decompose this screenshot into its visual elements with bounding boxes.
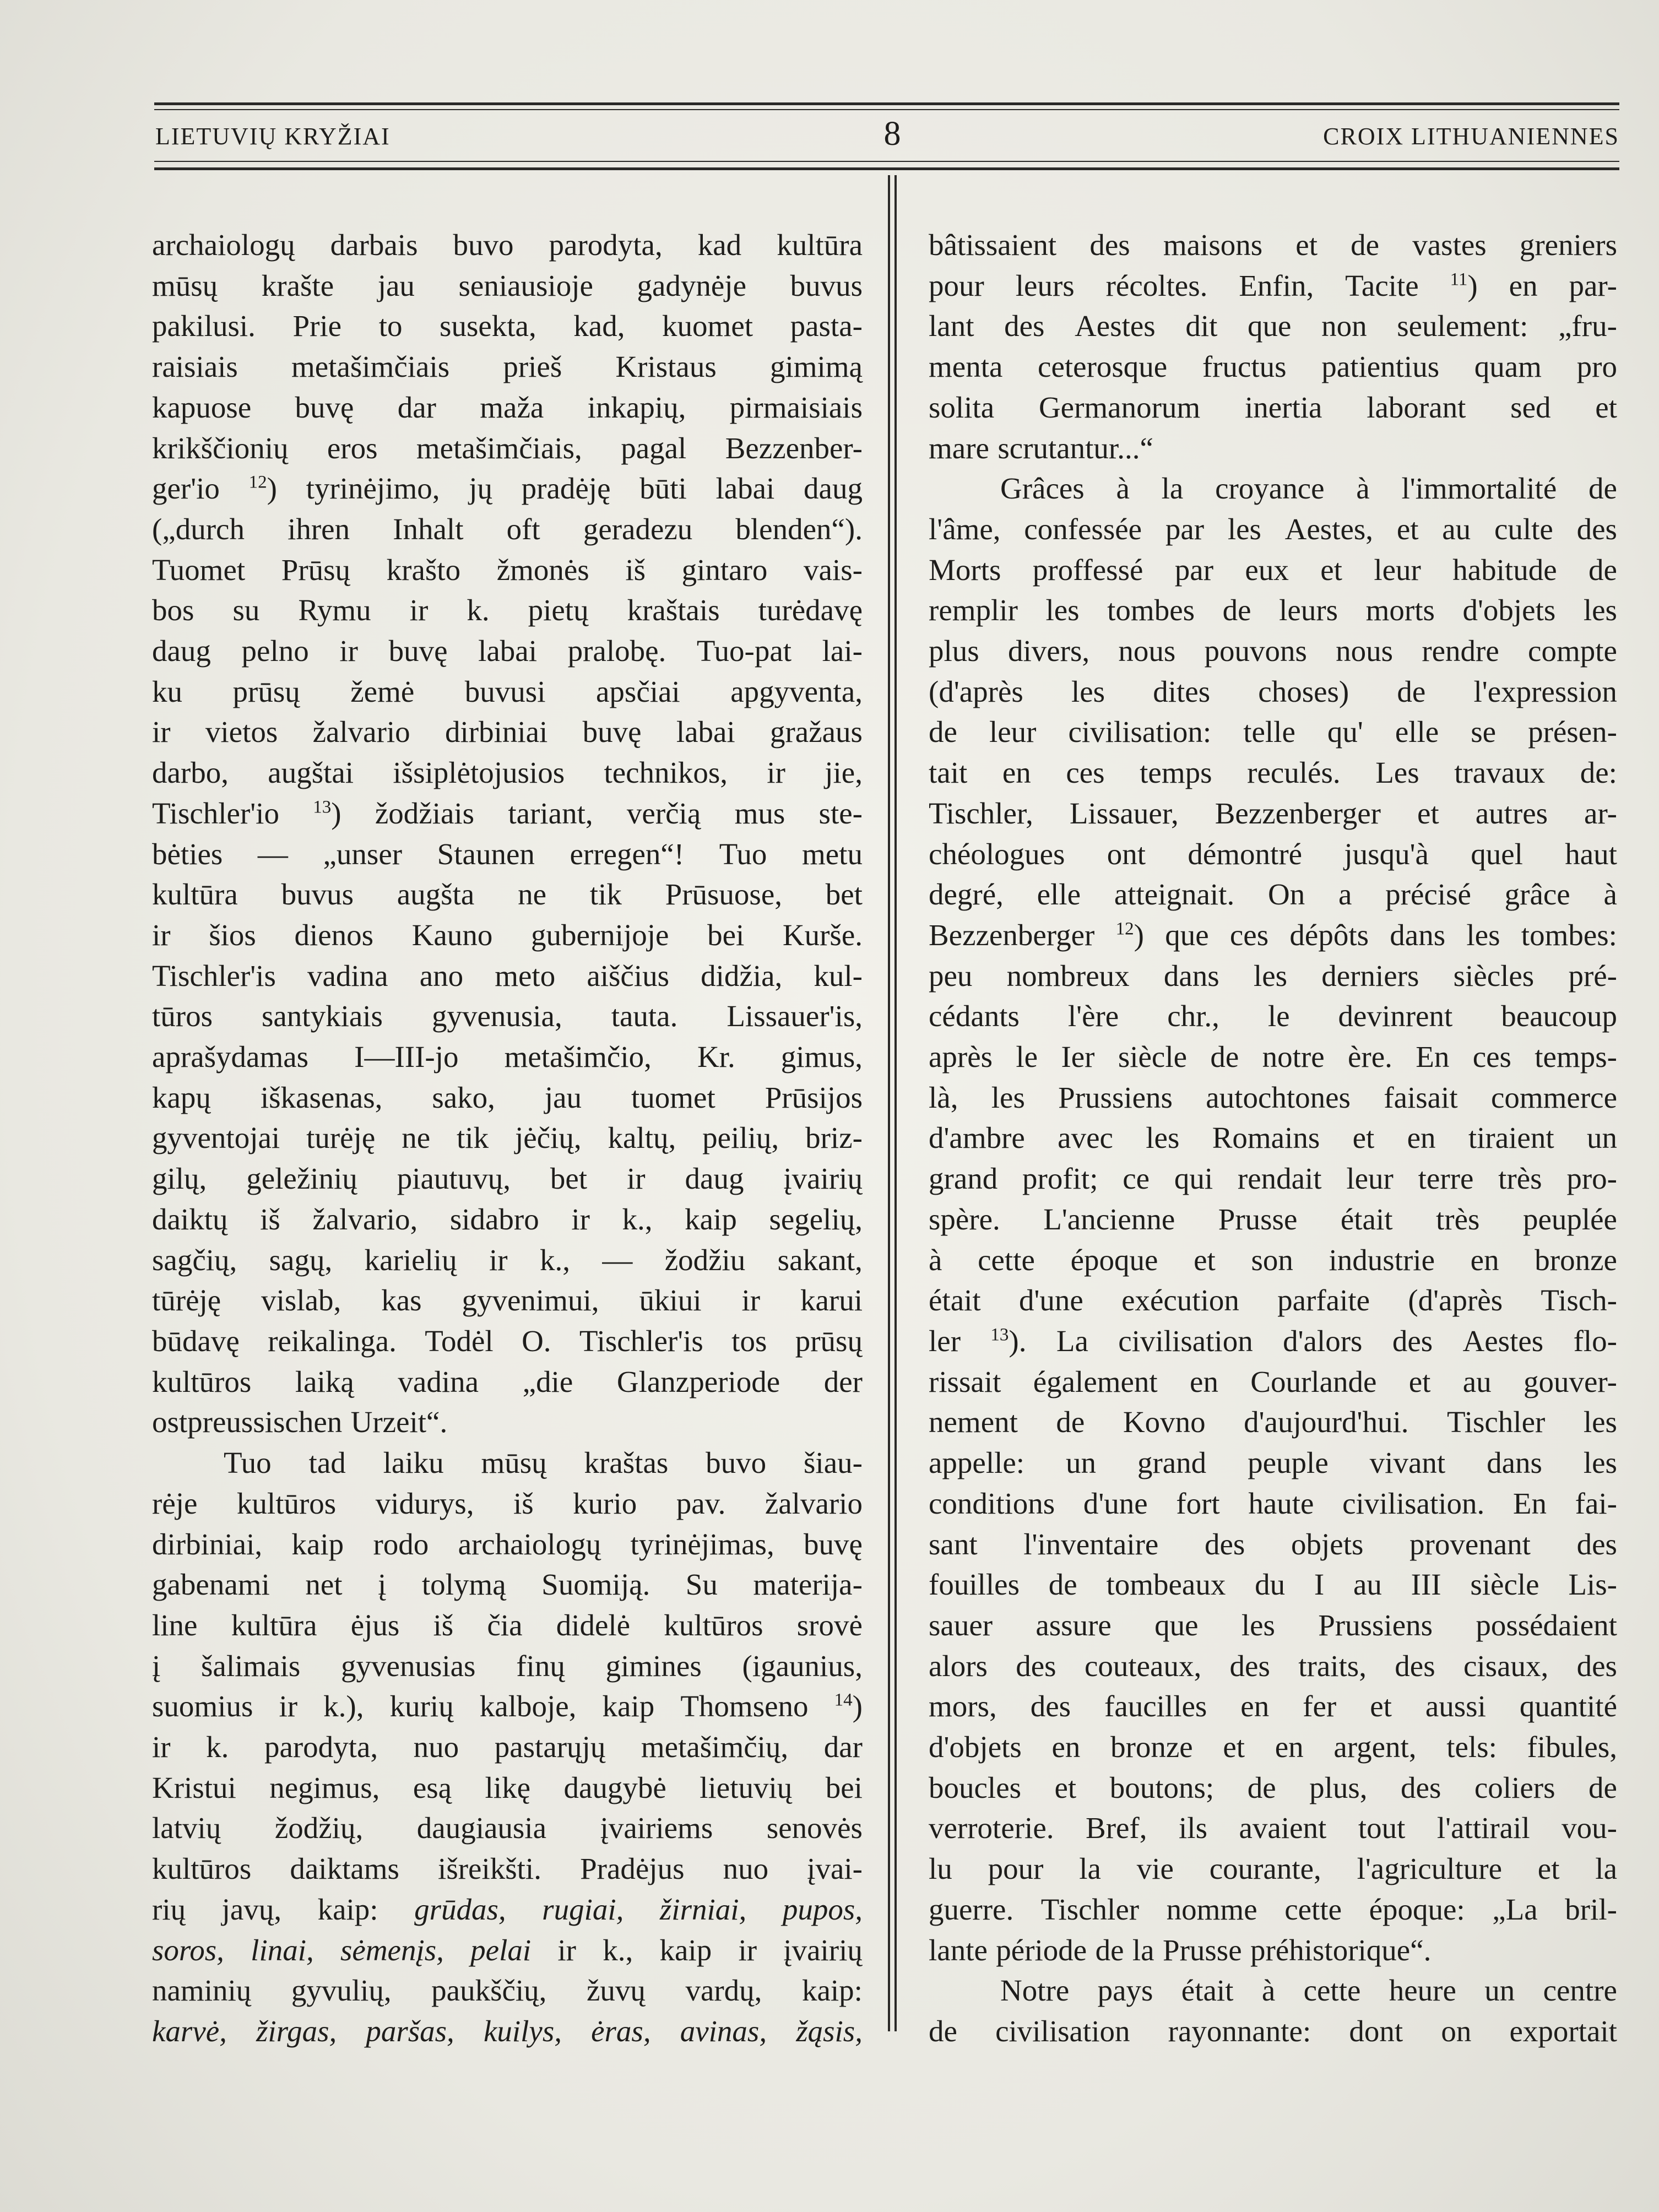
french-text-line: de civilisation rayonnante: dont on exportait xyxy=(929,2014,1617,2048)
french-text-line: ler $^{13}$). La civilisation d'alors des Aestes flo- xyxy=(929,1324,1617,1358)
lithuanian-text-line: ku prūsų žemė buvusi apsčiai apgyventa, xyxy=(152,674,863,708)
lithuanian-text-line: būdavę reikalinga. Todėl O. Tischler'is tos prūsų xyxy=(152,1324,863,1358)
lithuanian-text-line: line kultūra ėjus iš čia didelė kultūros srovė xyxy=(152,1608,863,1642)
lithuanian-text-line: gilų, geležinių piautuvų, bet ir daug įvairių xyxy=(152,1162,863,1196)
french-text-line: degré, elle atteignait. On a précisé grâce à xyxy=(929,877,1617,912)
french-text-line: sant l'inventaire des objets provenant des xyxy=(929,1527,1617,1561)
lithuanian-text-line: aprašydamas I—III-jo metašimčio, Kr. gimus, xyxy=(152,1040,863,1074)
french-text-line: à cette époque et son industrie en bronze xyxy=(929,1243,1617,1277)
running-head-right: CROIX LITHUANIENNES xyxy=(1323,123,1619,150)
lithuanian-text-line: krikščionių eros metašimčiais, pagal Bezzenber- xyxy=(152,431,863,465)
running-head-left: LIETUVIŲ KRYŽIAI xyxy=(155,123,391,150)
header-rule-top-thin xyxy=(154,109,1619,110)
french-text-line: était d'une exécution parfaite (d'après Tisch- xyxy=(929,1283,1617,1318)
french-text-line: là, les Prussiens autochtones faisait commerce xyxy=(929,1080,1617,1114)
lithuanian-text-line: ir k. parodyta, nuo pastarųjų metašimčių, dar xyxy=(152,1730,863,1764)
lithuanian-text-line: kapų iškasenas, sako, jau tuomet Prūsijos xyxy=(152,1080,863,1114)
lithuanian-text-line: soros, linai, sėmenįs, pelai ir k., kaip ir įvairių xyxy=(152,1933,863,1967)
french-text-line: l'âme, confessée par les Aestes, et au culte des xyxy=(929,512,1617,546)
french-text-line: Morts proffessé par eux et leur habitude de xyxy=(929,552,1617,587)
lithuanian-text-line: daug pelno ir buvę labai pralobę. Tuo-pat lai- xyxy=(152,634,863,668)
lithuanian-text-line: suomius ir k.), kurių kalboje, kaip Thomseno $^{14}$) xyxy=(152,1689,863,1723)
lithuanian-text-line: tūrėję vislab, kas gyvenimui, ūkiui ir karui xyxy=(152,1283,863,1318)
french-text-line: d'objets en bronze et en argent, tels: fibules, xyxy=(929,1730,1617,1764)
french-text-line: mare scrutantur...“ xyxy=(929,431,1153,465)
french-text-line: rissait également en Courlande et au gouver- xyxy=(929,1364,1617,1398)
header-rule-top-thick xyxy=(154,102,1619,105)
lithuanian-text-line: kapuose buvę dar maža inkapių, pirmaisiais xyxy=(152,390,863,424)
lithuanian-text-line: archaiologų darbais buvo parodyta, kad kultūra xyxy=(152,228,863,262)
french-text-line: plus divers, nous pouvons nous rendre compte xyxy=(929,634,1617,668)
french-text-line: conditions d'une fort haute civilisation. En fai- xyxy=(929,1486,1617,1520)
lithuanian-text-line: rėje kultūros vidurys, iš kurio pav. žalvario xyxy=(152,1486,863,1520)
french-text-line: guerre. Tischler nomme cette époque: „La bril- xyxy=(929,1892,1617,1926)
lithuanian-text-column xyxy=(152,225,863,2052)
french-text-line: lant des Aestes dit que non seulement: „fru- xyxy=(929,309,1617,343)
french-text-line: boucles et boutons; de plus, des coliers de xyxy=(929,1770,1617,1804)
french-text-line: cédants l'ère chr., le devinrent beaucoup xyxy=(929,999,1617,1033)
french-text-line: pour leurs récoltes. Enfin, Tacite $^{11}$) en par- xyxy=(929,268,1617,302)
french-text-line: Bezzenberger $^{12}$) que ces dépôts dans les tombes: xyxy=(929,918,1617,952)
lithuanian-text-line: bėties — „unser Staunen erregen“! Tuo metu xyxy=(152,837,863,871)
french-text-line: appelle: un grand peuple vivant dans les xyxy=(929,1446,1617,1480)
lithuanian-text-line: sagčių, sagų, karielių ir k., — žodžiu sakant, xyxy=(152,1243,863,1277)
lithuanian-text-line: pakilusi. Prie to susekta, kad, kuomet pasta- xyxy=(152,309,863,343)
lithuanian-text-line: ostpreussischen Urzeit“. xyxy=(152,1405,448,1439)
lithuanian-text-line: („durch ihren Inhalt oft geradezu blenden“). xyxy=(152,512,863,546)
lithuanian-text-line: dirbiniai, kaip rodo archaiologų tyrinėjimas, buvę xyxy=(152,1527,863,1561)
french-text-line: fouilles de tombeaux du I au III siècle Lis- xyxy=(929,1568,1617,1602)
french-text-line: chéologues ont démontré jusqu'à quel haut xyxy=(929,837,1617,871)
lithuanian-text-line: Tischler'io $^{13}$) žodžiais tariant, verčią mus ste- xyxy=(152,796,863,830)
lithuanian-text-line: tūros santykiais gyvenusia, tauta. Lissauer'is, xyxy=(152,999,863,1033)
header-rule-bottom-thin xyxy=(154,161,1619,162)
lithuanian-text-line: karvė, žirgas, paršas, kuilys, ėras, avinas, žąsis, xyxy=(152,2014,863,2048)
french-text-line: lu pour la vie courante, l'agriculture et la xyxy=(929,1852,1617,1886)
french-text-line: menta ceterosque fructus patientius quam pro xyxy=(929,350,1617,384)
lithuanian-text-line: kultūros daiktams išreikšti. Pradėjus nuo įvai- xyxy=(152,1852,863,1886)
french-text-line: alors des couteaux, des traits, des cisaux, des xyxy=(929,1649,1617,1683)
lithuanian-text-line: gabenami net į tolymą Suomiją. Su materija- xyxy=(152,1568,863,1602)
lithuanian-text-line: latvių žodžių, daugiausia įvairiems senovės xyxy=(152,1811,863,1845)
lithuanian-text-line: kultūra buvus augšta ne tik Prūsuose, bet xyxy=(152,877,863,912)
lithuanian-text-line: į šalimais gyvenusias finų gimines (igaunius, xyxy=(152,1649,863,1683)
lithuanian-text-line: naminių gyvulių, paukščių, žuvų vardų, kaip: xyxy=(152,1974,863,2008)
lithuanian-text-line: gyventojai turėję ne tik jėčių, kaltų, peilių, briz- xyxy=(152,1121,863,1155)
lithuanian-text-line: ir šios dienos Kauno gubernijoje bei Kurše. xyxy=(152,918,863,952)
lithuanian-text-line: ger'io $^{12}$) tyrinėjimo, jų pradėję būti labai daug xyxy=(152,471,863,506)
french-text-line: peu nombreux dans les derniers siècles pré- xyxy=(929,958,1617,993)
lithuanian-text-line: bos su Rymu ir k. pietų kraštais turėdavę xyxy=(152,593,863,627)
lithuanian-text-line: kultūros laiką vadina „die Glanzperiode der xyxy=(152,1364,863,1398)
lithuanian-text-line: mūsų krašte jau seniausioje gadynėje buvus xyxy=(152,268,863,302)
lithuanian-text-line: Tischler'is vadina ano meto aiščius didžia, kul- xyxy=(152,958,863,993)
french-text-line: sauer assure que les Prussiens possédaient xyxy=(929,1608,1617,1642)
lithuanian-text-line: raisiais metašimčiais prieš Kristaus gimimą xyxy=(152,350,863,384)
header-rule-bottom-thick xyxy=(154,167,1619,170)
french-text-line: remplir les tombes de leurs morts d'objets les xyxy=(929,593,1617,627)
french-text-line: grand profit; ce qui rendait leur terre très pro- xyxy=(929,1162,1617,1196)
lithuanian-text-line: Tuomet Prūsų krašto žmonės iš gintaro vais- xyxy=(152,552,863,587)
french-text-column xyxy=(929,225,1617,2052)
french-text-line: bâtissaient des maisons et de vastes greniers xyxy=(929,228,1617,262)
french-text-line: mors, des faucilles en fer et aussi quantité xyxy=(929,1689,1617,1723)
lithuanian-text-line: rių javų, kaip: grūdas, rugiai, žirniai, pupos, xyxy=(152,1892,863,1926)
french-text-line: Tischler, Lissauer, Bezzenberger et autres ar- xyxy=(929,796,1617,830)
french-text-line: de leur civilisation: telle qu' elle se présen- xyxy=(929,715,1617,749)
french-text-line: Grâces à la croyance à l'immortalité de xyxy=(1000,471,1617,506)
french-text-line: lante période de la Prusse préhistorique“. xyxy=(929,1933,1432,1967)
page-number: 8 xyxy=(883,115,901,153)
french-text-line: d'ambre avec les Romains et en tiraient un xyxy=(929,1121,1617,1155)
lithuanian-text-line: darbo, augštai išsiplėtojusios technikos, ir jie, xyxy=(152,756,863,790)
lithuanian-text-line: daiktų iš žalvario, sidabro ir k., kaip segelių, xyxy=(152,1202,863,1236)
french-text-line: verroterie. Bref, ils avaient tout l'attirail vou- xyxy=(929,1811,1617,1845)
french-text-line: tait en ces temps reculés. Les travaux de: xyxy=(929,756,1617,790)
lithuanian-text-line: Tuo tad laiku mūsų kraštas buvo šiau- xyxy=(224,1446,863,1480)
french-text-line: spère. L'ancienne Prusse était très peuplée xyxy=(929,1202,1617,1236)
french-text-line: après le Ier siècle de notre ère. En ces temps- xyxy=(929,1040,1617,1074)
french-text-line: Notre pays était à cette heure un centre xyxy=(1000,1974,1617,2008)
french-text-line: nement de Kovno d'aujourd'hui. Tischler les xyxy=(929,1405,1617,1439)
french-text-line: (d'après les dites choses) de l'expression xyxy=(929,674,1617,708)
lithuanian-text-line: ir vietos žalvario dirbiniai buvę labai gražaus xyxy=(152,715,863,749)
column-divider xyxy=(888,175,897,2031)
lithuanian-text-line: Kristui negimus, esą likę daugybė lietuvių bei xyxy=(152,1770,863,1804)
french-text-line: solita Germanorum inertia laborant sed et xyxy=(929,390,1617,424)
